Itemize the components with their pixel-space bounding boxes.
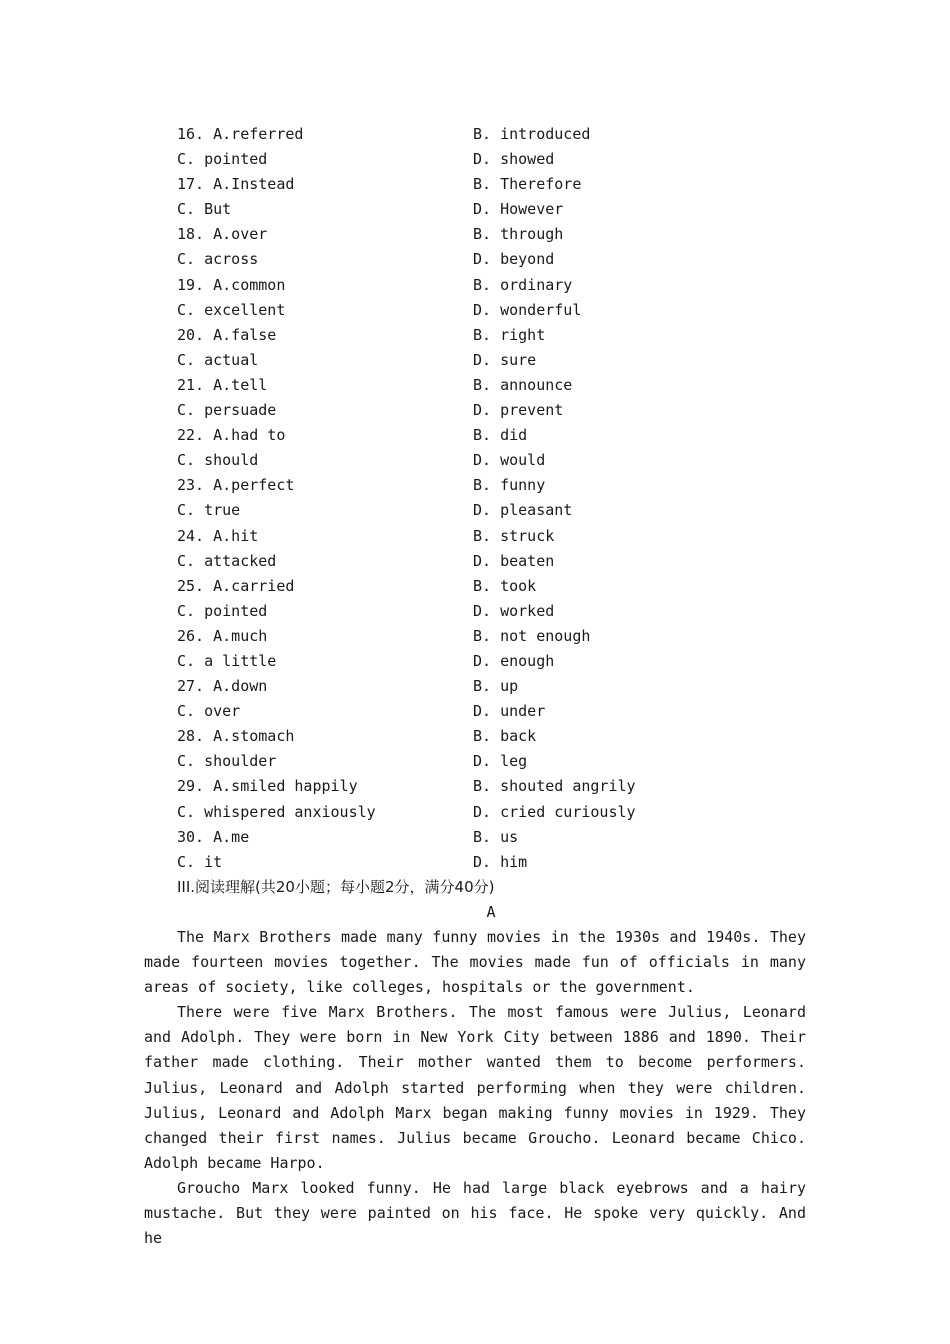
option-left: 22. A.had to (177, 426, 286, 445)
option-left: 16. A.referred (177, 125, 304, 143)
option-right: D. cried curiously (473, 802, 636, 821)
option-right: B. introduced (473, 125, 591, 143)
option-row (177, 348, 817, 373)
option-left: C. across (177, 250, 259, 269)
option-right: B. back (473, 727, 537, 746)
option-right: D. beaten (473, 551, 555, 570)
option-right: D. prevent (473, 401, 564, 420)
option-left: 26. A.much (177, 626, 268, 645)
option-right: B. up (473, 677, 519, 696)
option-left: 20. A.false (177, 325, 277, 344)
option-row (177, 147, 817, 172)
option-row (177, 423, 817, 448)
passage-paragraph: There were five Marx Brothers. The most famous were Julius, Leonard and Adolph. They were born in New York City between 1886 and 1890. Their father made clothing. Their mother wanted them to become performers. Julius, Leonard and Adolph started performing when they were children. Julius, Leonard and Adolph Marx began making funny movies in 1929. They changed their first names. Julius became Groucho. Leonard became Chico. Adolph became Harpo. (144, 1003, 806, 1172)
option-left: C. excellent (177, 300, 286, 319)
option-row (177, 599, 817, 624)
option-row (177, 724, 817, 749)
option-left: 19. A.common (177, 275, 286, 294)
option-left: C. whispered anxiously (177, 802, 376, 821)
option-left: C. attacked (177, 551, 277, 570)
option-row (177, 247, 817, 272)
section-heading: III.阅读理解(共20小题；每小题2分，满分40分) (177, 878, 495, 896)
option-row (177, 774, 817, 799)
option-right: D. wonderful (473, 300, 582, 319)
option-right: D. showed (473, 150, 555, 169)
option-left: C. should (177, 451, 259, 470)
option-right: B. through (473, 225, 564, 244)
reading-passage (144, 925, 806, 1251)
option-right: B. shouted angrily (473, 777, 636, 796)
answer-options (177, 122, 817, 875)
option-right: B. not enough (473, 626, 591, 645)
option-left: 25. A.carried (177, 576, 295, 595)
option-row (177, 222, 817, 247)
option-row (177, 498, 817, 523)
option-row (177, 273, 817, 298)
option-right: B. took (473, 576, 537, 595)
option-left: C. persuade (177, 401, 277, 420)
option-right: D. worked (473, 601, 555, 620)
passage-label: A (486, 903, 496, 921)
option-right: B. struck (473, 526, 555, 545)
option-right: B. Therefore (473, 175, 582, 194)
option-left: 17. A.Instead (177, 175, 295, 194)
option-left: C. a little (177, 651, 277, 670)
option-right: B. us (473, 827, 519, 846)
option-left: C. it (177, 852, 223, 871)
option-left: 21. A.tell (177, 375, 268, 394)
option-left: C. But (177, 200, 232, 219)
option-right: B. did (473, 426, 528, 445)
option-left: 27. A.down (177, 677, 268, 696)
option-row (177, 197, 817, 222)
option-left: 23. A.perfect (177, 476, 295, 495)
option-right: D. under (473, 702, 546, 721)
option-row (177, 473, 817, 498)
option-right: D. would (473, 451, 546, 470)
option-row (177, 448, 817, 473)
option-row (177, 398, 817, 423)
option-left: C. pointed (177, 601, 268, 620)
option-row (177, 323, 817, 348)
passage-paragraph: The Marx Brothers made many funny movies in the 1930s and 1940s. They made fourteen movies together. The movies made fun of officials in many areas of society, like colleges, hospitals or the government. (144, 928, 806, 997)
option-row (177, 524, 817, 549)
option-left: 24. A.hit (177, 526, 259, 545)
option-row (177, 122, 817, 147)
option-right: B. funny (473, 476, 546, 495)
option-row (177, 825, 817, 850)
option-left: 18. A.over (177, 225, 268, 244)
option-right: D. However (473, 200, 564, 219)
option-right: D. sure (473, 350, 537, 369)
option-row (177, 549, 817, 574)
option-row (177, 373, 817, 398)
option-row (177, 850, 817, 875)
passage-paragraph: Groucho Marx looked funny. He had large black eyebrows and a hairy mustache. But they were painted on his face. He spoke very quickly. And he (144, 1178, 806, 1248)
option-row (177, 172, 817, 197)
option-row (177, 749, 817, 774)
option-row (177, 298, 817, 323)
option-right: D. leg (473, 752, 528, 771)
option-right: D. pleasant (473, 501, 573, 520)
option-left: C. pointed (177, 150, 268, 169)
option-row (177, 800, 817, 825)
option-right: D. beyond (473, 250, 555, 269)
option-right: B. ordinary (473, 275, 573, 294)
option-row (177, 674, 817, 699)
option-left: C. actual (177, 350, 259, 369)
option-right: B. right (473, 325, 546, 344)
option-left: C. true (177, 501, 241, 520)
option-row (177, 649, 817, 674)
option-row (177, 624, 817, 649)
option-right: D. enough (473, 651, 555, 670)
option-row (177, 574, 817, 599)
option-left: 30. A.me (177, 827, 250, 846)
option-left: 28. A.stomach (177, 727, 295, 746)
option-right: D. him (473, 852, 528, 871)
option-left: 29. A.smiled happily (177, 777, 358, 796)
option-row (177, 699, 817, 724)
option-right: B. announce (473, 375, 573, 394)
option-left: C. shoulder (177, 752, 277, 771)
option-left: C. over (177, 702, 241, 721)
